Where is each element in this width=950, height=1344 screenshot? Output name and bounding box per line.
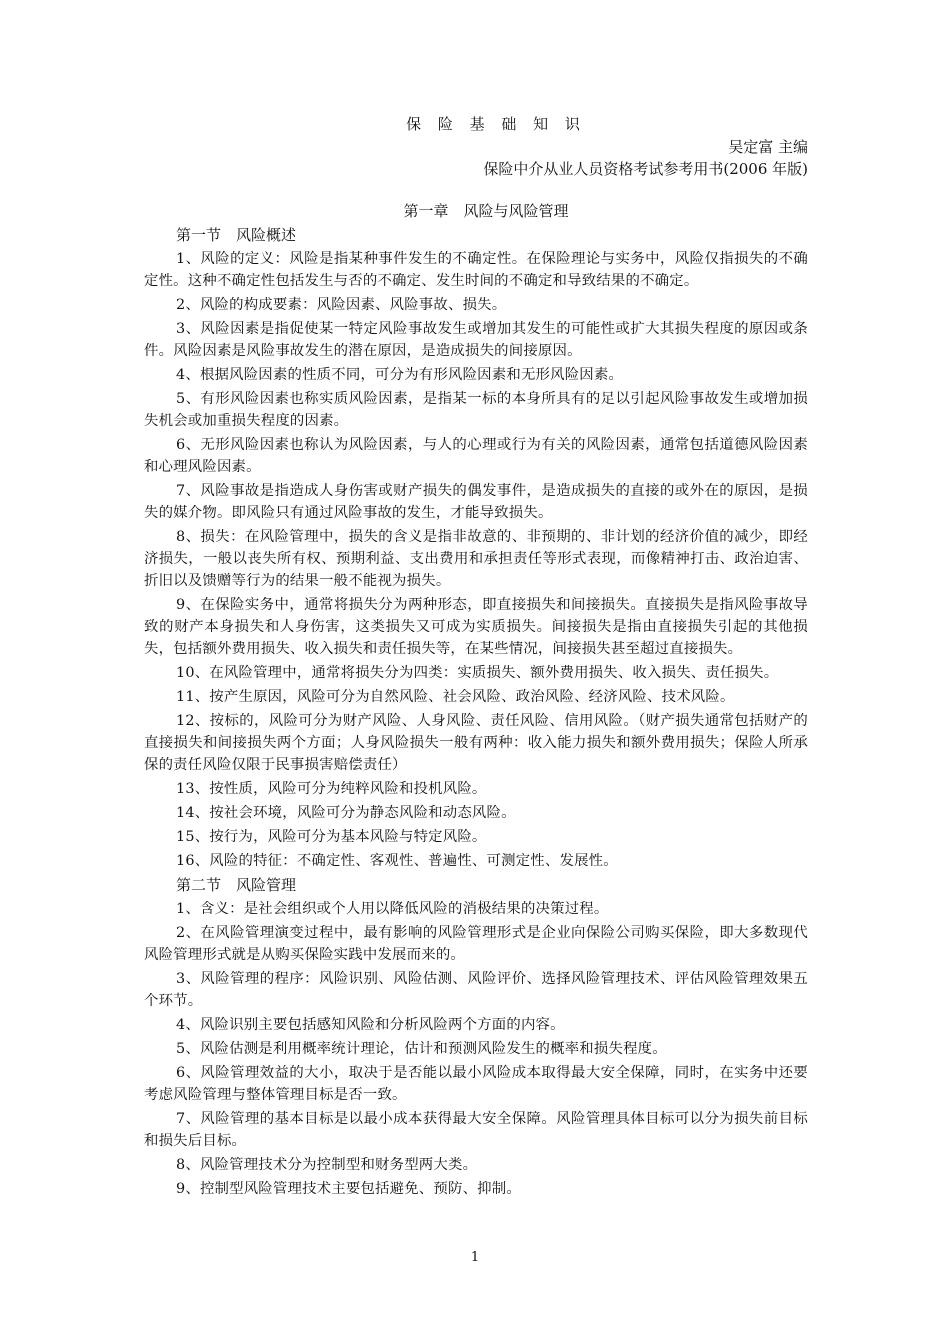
source-line: 保险中介从业人员资格考试参考用书(2006 年版) xyxy=(483,160,808,178)
paragraph: 7、风险管理的基本目标是以最小成本获得最大安全保障。风险管理具体目标可以分为损失前目标和损失后目标。 xyxy=(144,1111,808,1149)
paragraph: 5、有形风险因素也称实质风险因素，是指某一标的本身所具有的足以引起风险事故发生或增加损失机会或加重损失程度的因素。 xyxy=(144,391,808,429)
document-title: 保 险 基 础 知 识 xyxy=(406,115,586,133)
paragraph: 9、在保险实务中，通常将损失分为两种形态，即直接损失和间接损失。直接损失是指风险事故导致的财产本身损失和人身伤害，这类损失又可成为实质损失。间接损失是指由直接损失引起的其他损失，包括额外费用损失、收入损失和责任损失等，在某些情况，间接损失甚至超过直接损失。 xyxy=(144,597,808,657)
paragraph: 11、按产生原因，风险可分为自然风险、社会风险、政治风险、经济风险、技术风险。 xyxy=(176,689,735,705)
document-page xyxy=(144,112,808,1202)
paragraph: 5、风险估测是利用概率统计理论，估计和预测风险发生的概率和损失程度。 xyxy=(176,1041,667,1057)
paragraph: 4、根据风险因素的性质不同，可分为有形风险因素和无形风险因素。 xyxy=(176,367,624,383)
paragraph: 13、按性质，风险可分为纯粹风险和投机风险。 xyxy=(176,781,487,797)
author-line: 吴定富 主编 xyxy=(728,138,808,156)
paragraph: 2、风险的构成要素：风险因素、风险事故、损失。 xyxy=(176,297,507,313)
paragraph: 14、按社会环境，风险可分为静态风险和动态风险。 xyxy=(176,805,516,821)
chapter-heading: 第一章 风险与风险管理 xyxy=(403,202,569,220)
paragraph: 3、风险管理的程序：风险识别、风险估测、风险评价、选择风险管理技术、评估风险管理效果五个环节。 xyxy=(144,971,808,1009)
section-heading: 第二节 风险管理 xyxy=(176,876,297,894)
paragraph: 1、含义：是社会组织或个人用以降低风险的消极结果的决策过程。 xyxy=(176,901,609,917)
paragraph: 12、按标的，风险可分为财产风险、人身风险、责任风险、信用风险。（财产损失通常包括财产的直接损失和间接损失两个方面；人身风险损失一般有两种：收入能力损失和额外费用损失；保险人所承保的责任风险仅限于民事损害赔偿责任） xyxy=(144,713,808,773)
paragraph: 16、风险的特征：不确定性、客观性、普遍性、可测定性、发展性。 xyxy=(176,853,618,869)
paragraph: 9、控制型风险管理技术主要包括避免、预防、抑制。 xyxy=(176,1181,521,1197)
section-heading: 第一节 风险概述 xyxy=(176,226,297,244)
paragraph: 6、风险管理效益的大小，取决于是否能以最小风险成本取得最大安全保障，同时，在实务中还要考虑风险管理与整体管理目标是否一致。 xyxy=(144,1065,808,1103)
paragraph: 8、损失：在风险管理中，损失的含义是指非故意的、非预期的、非计划的经济价值的减少，即经济损失，一般以丧失所有权、预期利益、支出费用和承担责任等形式表现，而像精神打击、政治迫害、折旧以及馈赠等行为的结果一般不能视为损失。 xyxy=(144,529,808,589)
sections-container xyxy=(144,224,808,1200)
paragraph: 10、在风险管理中，通常将损失分为四类：实质损失、额外费用损失、收入损失、责任损失。 xyxy=(176,665,779,681)
paragraph: 7、风险事故是指造成人身伤害或财产损失的偶发事件，是造成损失的直接的或外在的原因，是损失的媒介物。即风险只有通过风险事故的发生，才能导致损失。 xyxy=(144,483,808,521)
paragraph: 4、风险识别主要包括感知风险和分析风险两个方面的内容。 xyxy=(176,1017,565,1033)
paragraph: 3、风险因素是指促使某一特定风险事故发生或增加其发生的可能性或扩大其损失程度的原因或条件。风险因素是风险事故发生的潜在原因，是造成损失的间接原因。 xyxy=(144,321,808,359)
page-number: 1 xyxy=(470,1250,480,1265)
paragraph: 2、在风险管理演变过程中，最有影响的风险管理形式是企业向保险公司购买保险，即大多数现代风险管理形式就是从购买保险实践中发展而来的。 xyxy=(144,925,808,963)
paragraph: 6、无形风险因素也称认为风险因素，与人的心理或行为有关的风险因素，通常包括道德风险因素和心理风险因素。 xyxy=(144,437,808,475)
paragraph: 15、按行为，风险可分为基本风险与特定风险。 xyxy=(176,829,487,845)
paragraph: 1、风险的定义：风险是指某种事件发生的不确定性。在保险理论与实务中，风险仅指损失的不确定性。这种不确定性包括发生与否的不确定、发生时间的不确定和导致结果的不确定。 xyxy=(144,251,808,289)
paragraph: 8、风险管理技术分为控制型和财务型两大类。 xyxy=(176,1157,478,1173)
